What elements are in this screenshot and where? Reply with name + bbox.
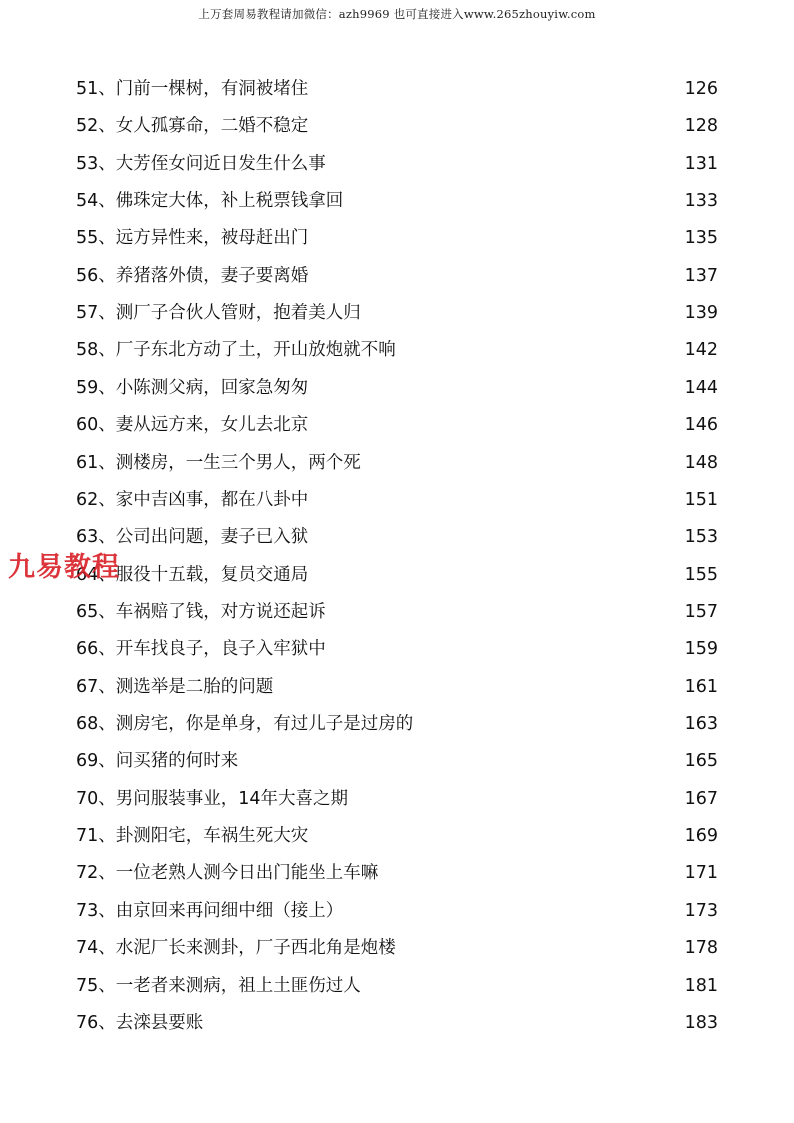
toc-entry-title: 53、大芳侄女问近日发生什么事 [76, 153, 326, 174]
toc-entry-title: 58、厂子东北方动了土，开山放炮就不响 [76, 340, 396, 361]
toc-entry[interactable] [76, 258, 718, 295]
toc-entry-title: 68、测房宅，你是单身，有过儿子是过房的 [76, 714, 414, 735]
toc-entry[interactable] [76, 146, 718, 183]
toc-entry[interactable] [76, 557, 718, 594]
watermark-logo: 九易教程 [8, 552, 120, 583]
toc-entry[interactable] [76, 968, 718, 1005]
toc-entry-page-number: 137 [684, 265, 718, 286]
toc-entry-title: 57、测厂子合伙人管财，抱着美人归 [76, 303, 361, 324]
toc-entry-title: 61、测楼房，一生三个男人，两个死 [76, 452, 361, 473]
toc-entry-title: 66、开车找良子，良子入牢狱中 [76, 639, 326, 660]
toc-entry-page-number: 173 [684, 900, 718, 921]
toc-entry-page-number: 155 [684, 564, 718, 585]
toc-entry-title: 72、一位老熟人测今日出门能坐上车嘛 [76, 863, 379, 884]
toc-entry-title: 59、小陈测父病，回家急匆匆 [76, 377, 309, 398]
toc-entry-page-number: 157 [684, 601, 718, 622]
toc-entry-page-number: 161 [684, 676, 718, 697]
toc-entry-title: 70、男问服装事业，14年大喜之期 [76, 788, 349, 809]
toc-entry[interactable] [76, 445, 718, 482]
toc-entry-title: 67、测选举是二胎的问题 [76, 676, 274, 697]
toc-entry-title: 74、水泥厂长来测卦，厂子西北角是炮楼 [76, 938, 396, 959]
toc-entry-page-number: 178 [684, 938, 718, 959]
table-of-contents [76, 71, 718, 1042]
toc-entry-page-number: 148 [684, 452, 718, 473]
toc-entry-title: 64、服役十五载，复员交通局 [76, 564, 309, 585]
toc-entry-page-number: 131 [684, 153, 718, 174]
toc-entry-title: 60、妻从远方来，女儿去北京 [76, 415, 309, 436]
toc-entry[interactable] [76, 183, 718, 220]
toc-entry-page-number: 151 [684, 489, 718, 510]
toc-entry-title: 75、一老者来测病，祖上土匪伤过人 [76, 975, 361, 996]
toc-entry-page-number: 139 [684, 303, 718, 324]
toc-entry-title: 56、养猪落外债，妻子要离婚 [76, 265, 309, 286]
toc-entry-page-number: 183 [684, 1012, 718, 1033]
toc-entry-title: 52、女人孤寡命，二婚不稳定 [76, 116, 309, 137]
toc-entry-title: 69、问买猪的何时来 [76, 751, 239, 772]
toc-entry-page-number: 146 [684, 415, 718, 436]
toc-entry-title: 73、由京回来再问细中细（接上） [76, 900, 344, 921]
toc-entry-page-number: 126 [684, 78, 718, 99]
toc-entry[interactable] [76, 370, 718, 407]
toc-entry-title: 76、去滦县要账 [76, 1012, 204, 1033]
toc-entry-title: 62、家中吉凶事，都在八卦中 [76, 489, 309, 510]
toc-entry[interactable] [76, 781, 718, 818]
toc-entry-page-number: 128 [684, 116, 718, 137]
header-note: 上万套周易教程请加微信：azh9969 也可直接进入www.265zhouyiw.com [198, 7, 596, 21]
toc-entry[interactable] [76, 594, 718, 631]
toc-entry[interactable] [76, 407, 718, 444]
toc-entry[interactable] [76, 482, 718, 519]
toc-entry-page-number: 181 [684, 975, 718, 996]
toc-entry[interactable] [76, 818, 718, 855]
toc-entry[interactable] [76, 669, 718, 706]
toc-entry-page-number: 142 [684, 340, 718, 361]
toc-entry-title: 51、门前一棵树，有洞被堵住 [76, 78, 309, 99]
toc-entry[interactable] [76, 108, 718, 145]
toc-entry-page-number: 165 [684, 751, 718, 772]
toc-entry-page-number: 159 [684, 639, 718, 660]
toc-entry[interactable] [76, 743, 718, 780]
toc-entry-title: 63、公司出问题，妻子已入狱 [76, 527, 309, 548]
toc-entry-page-number: 144 [684, 377, 718, 398]
toc-entry-page-number: 167 [684, 788, 718, 809]
toc-entry[interactable] [76, 1005, 718, 1042]
toc-entry-title: 54、佛珠定大体，补上税票钱拿回 [76, 191, 344, 211]
toc-entry-title: 55、远方异性来，被母赶出门 [76, 228, 309, 249]
toc-entry[interactable] [76, 295, 718, 332]
toc-entry-page-number: 153 [684, 527, 718, 548]
toc-entry-title: 71、卦测阳宅，车祸生死大灾 [76, 826, 309, 847]
toc-entry-page-number: 135 [684, 228, 718, 249]
toc-entry[interactable] [76, 519, 718, 556]
toc-entry-page-number: 171 [684, 863, 718, 884]
toc-entry-page-number: 133 [684, 191, 718, 211]
toc-entry[interactable] [76, 631, 718, 668]
toc-entry-page-number: 169 [684, 826, 718, 847]
toc-entry[interactable] [76, 930, 718, 967]
toc-entry[interactable] [76, 856, 718, 893]
toc-entry[interactable] [76, 71, 718, 108]
toc-entry[interactable] [76, 333, 718, 370]
toc-entry[interactable] [76, 220, 718, 257]
toc-entry-title: 65、车祸赔了钱，对方说还起诉 [76, 601, 326, 622]
toc-entry[interactable] [76, 706, 718, 743]
toc-entry-page-number: 163 [684, 714, 718, 735]
toc-entry[interactable] [76, 893, 718, 930]
